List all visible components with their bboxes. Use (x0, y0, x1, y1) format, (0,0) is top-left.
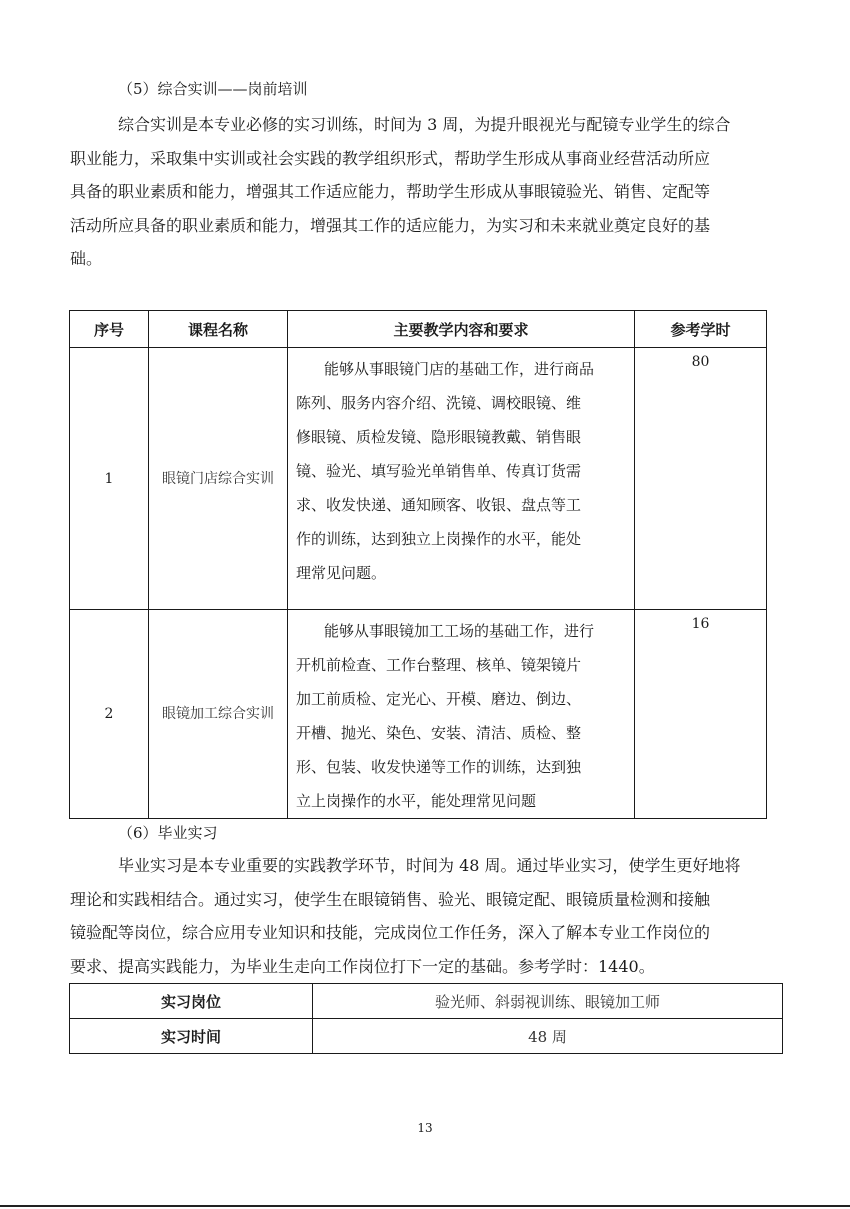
internship-position-value: 验光师、斜弱视训练、眼镜加工师 (313, 984, 783, 1019)
paragraph-line: 具备的职业素质和能力，增强其工作适应能力，帮助学生形成从事眼镜验光、销售、定配等 (70, 182, 711, 201)
content-line: 立上岗操作的水平，能处理常见问题 (296, 792, 537, 810)
content-line: 修眼镜、质检发镜、隐形眼镜教戴、销售眼 (296, 428, 582, 446)
course-content (288, 610, 635, 819)
content-line: 作的训练，达到独立上岗操作的水平，能处 (296, 530, 582, 548)
internship-table (69, 983, 783, 1054)
course-content (288, 348, 635, 610)
content-line: 理常见问题。 (296, 564, 387, 582)
paragraph-line: 镜验配等岗位，综合应用专业知识和技能，完成岗位工作任务，深入了解本专业工作岗位的 (70, 923, 711, 942)
paragraph-line: 活动所应具备的职业素质和能力，增强其工作的适应能力，为实习和未来就业奠定良好的基 (70, 215, 711, 235)
page-number: 13 (417, 1121, 433, 1135)
course-table (69, 310, 767, 819)
content-line: 开槽、抛光、染色、安装、清洁、质检、整 (296, 724, 582, 742)
course-name: 眼镜门店综合实训 (149, 348, 288, 610)
internship-position-label: 实习岗位 (70, 984, 313, 1019)
table-row (70, 610, 767, 819)
paragraph-line: 理论和实践相结合。通过实习，使学生在眼镜销售、验光、眼镜定配、眼镜质量检测和接触 (70, 889, 711, 909)
content-line: 陈列、服务内容介绍、洗镜、调校眼镜、维 (296, 394, 582, 412)
content-line: 能够从事眼镜加工工场的基础工作，进行 (324, 622, 595, 640)
internship-duration-value: 48 周 (313, 1019, 783, 1054)
row-index: 1 (70, 348, 149, 610)
course-table-header-row (70, 311, 767, 348)
paragraph-line: 职业能力，采取集中实训或社会实践的教学组织形式，帮助学生形成从事商业经营活动所应 (70, 148, 711, 168)
table-row (70, 984, 783, 1019)
paragraph-line: 毕业实习是本专业重要的实践教学环节，时间为 48 周。通过毕业实习，使学生更好地将 (118, 856, 741, 875)
row-index: 2 (70, 610, 149, 819)
paragraph-line: 要求、提高实践能力，为毕业生走向工作岗位打下一定的基础。参考学时：1440。 (70, 956, 655, 976)
content-line: 能够从事眼镜门店的基础工作，进行商品 (324, 360, 595, 378)
section-5-paragraph (70, 108, 782, 276)
content-line: 形、包装、收发快递等工作的训练，达到独 (296, 758, 582, 776)
table-row (70, 1019, 783, 1054)
internship-duration-label: 实习时间 (70, 1019, 313, 1054)
paragraph-line: 础。 (70, 249, 103, 268)
section-6-paragraph (70, 849, 782, 983)
content-line: 镜、验光、填写验光单销售单、传真订货需 (296, 462, 582, 480)
column-header-index: 序号 (70, 311, 149, 348)
page-bottom-divider (0, 1205, 850, 1207)
column-header-hours: 参考学时 (635, 311, 767, 348)
section-6-heading: （6）毕业实习 (118, 824, 218, 842)
column-header-course-name: 课程名称 (149, 311, 288, 348)
section-5-heading: （5）综合实训——岗前培训 (118, 80, 308, 98)
course-hours: 80 (635, 348, 767, 610)
content-line: 求、收发快递、通知顾客、收银、盘点等工 (296, 496, 582, 514)
content-line: 开机前检查、工作台整理、核单、镜架镜片 (296, 656, 582, 674)
content-line: 加工前质检、定光心、开模、磨边、倒边、 (296, 690, 582, 708)
course-hours: 16 (635, 610, 767, 819)
course-name: 眼镜加工综合实训 (149, 610, 288, 819)
table-row (70, 348, 767, 610)
column-header-content: 主要教学内容和要求 (288, 311, 635, 348)
paragraph-line: 综合实训是本专业必修的实习训练，时间为 3 周，为提升眼视光与配镜专业学生的综合 (118, 115, 731, 134)
